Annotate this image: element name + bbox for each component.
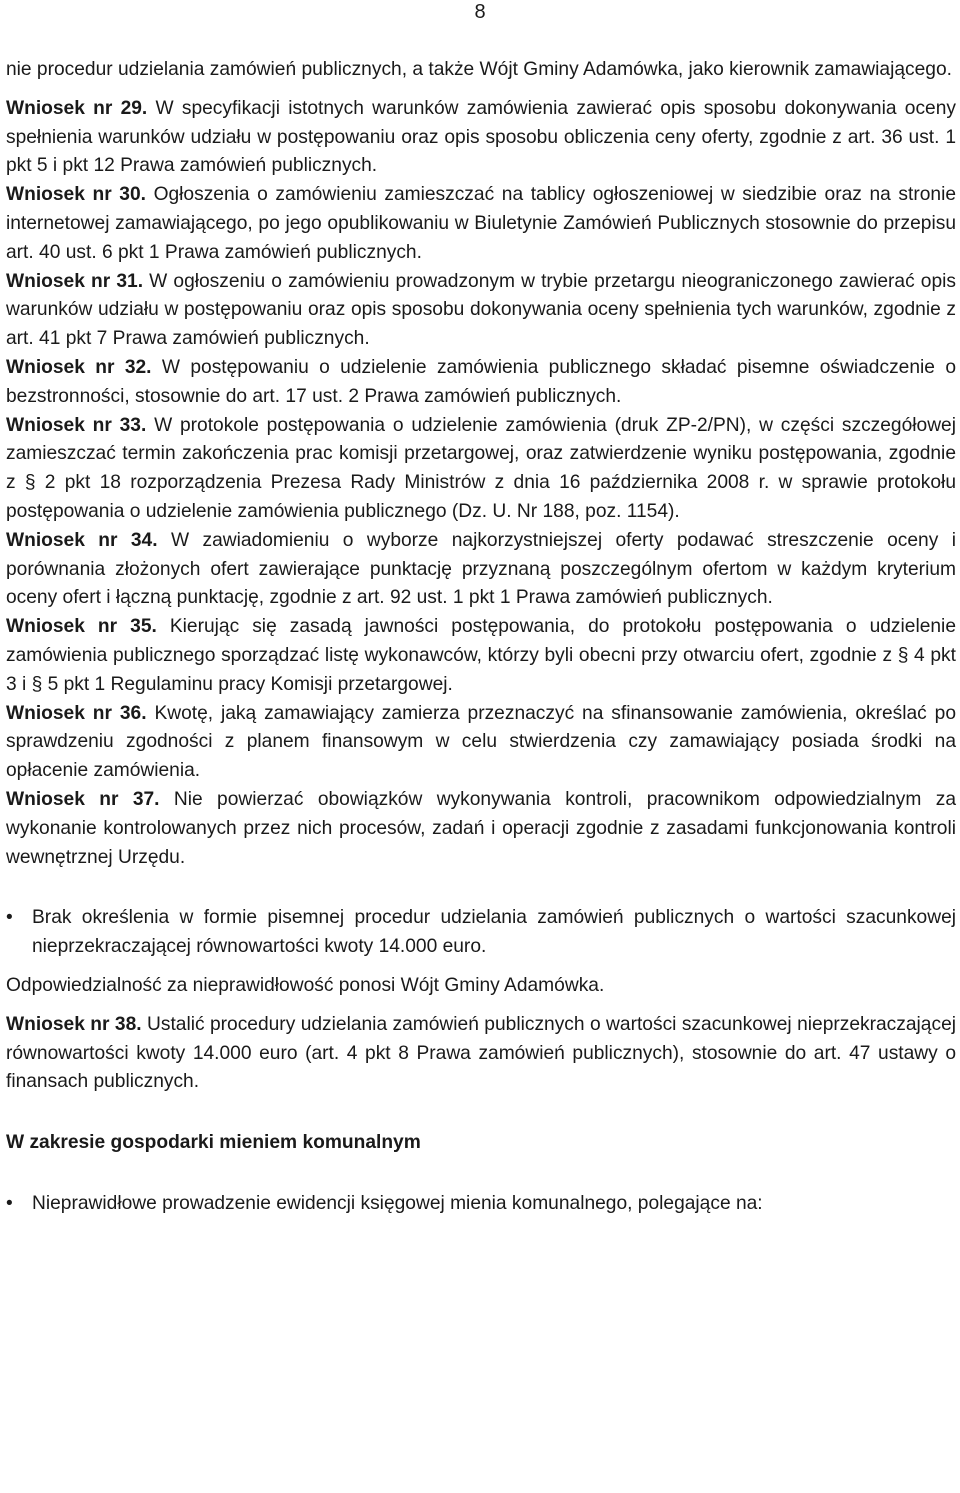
wniosek-36 (6, 700, 956, 786)
wniosek-label: Wniosek nr 32. (6, 356, 152, 378)
wniosek-text: Kwotę, jaką zamawiający zamierza przeznaczyć na sfinansowanie zamówienia, określać po sprawdzeniu zgodności z planem finansowym w celu stwierdzenia czy zamawiający posiada środki na opłacenie zamówienia. (6, 702, 956, 782)
bullet-icon: • (6, 907, 13, 929)
wniosek-label: Wniosek nr 34. (6, 529, 158, 551)
wniosek-text: Kierując się zasadą jawności postępowania, do protokołu postępowania o udzielenie zamówienia publicznego sporządzać listę wykonawców, którzy byli obecni przy otwarciu ofert, zgodnie z § 4 pkt 3 i § 5 pkt 1 Regulaminu pracy Komisji przetargowej. (6, 616, 956, 695)
section-heading-text: W zakresie gospodarki mieniem komunalnym (6, 1132, 421, 1154)
wniosek-29 (6, 95, 956, 181)
wniosek-38 (6, 1011, 956, 1097)
wniosek-text: Nie powierzać obowiązków wykonywania kontroli, pracownikom odpowiedzialnym za wykonanie kontrolowanych przez nich procesów, zadań i operacji zgodnie z zasadami funkcjonowania kontroli wewnętrznej Urzędu. (6, 788, 957, 868)
wniosek-label: Wniosek nr 38. (6, 1013, 142, 1035)
wniosek-text: W protokole postępowania o udzielenie zamówienia (druk ZP-2/PN), w części szczegółowej zamieszczać termin zakończenia prac komisji przetargowej, oraz zatwierdzenie wyniku postępowania, zgodnie z § 2 pkt 18 rozporządzenia Prezesa Rady Ministrów z dnia 16 października 2008 r. w sprawie protokołu postępowania o udzielenie zamówienia publicznego (Dz. U. Nr 188, poz. 1154). (6, 414, 956, 522)
wniosek-text: W ogłoszeniu o zamówieniu prowadzonym w trybie przetargu nieograniczonego zawierać opis warunków udziału w postępowaniu oraz opis sposobu dokonywania oceny spełnienia tych warunków, zgodnie z art. 41 pkt 7 Prawa zamówień publicznych. (6, 270, 957, 350)
wniosek-label: Wniosek nr 36. (6, 702, 147, 724)
responsibility-text: Odpowiedzialność za nieprawidłowość ponosi Wójt Gminy Adamówka. (6, 974, 605, 996)
wniosek-text: W zawiadomieniu o wyborze najkorzystniejszej oferty podawać streszczenie oceny i porównania złożonych ofert zawierające punktację przyznaną poszczególnym ofertom w każdym kryterium oceny ofert i łączną punktację, zgodnie z art. 92 ust. 1 pkt 1 Prawa zamówień publicznych. (6, 529, 956, 609)
wniosek-label: Wniosek nr 37. (6, 788, 160, 810)
wniosek-30 (6, 181, 956, 267)
wniosek-text: Ustalić procedury udzielania zamówień publicznych o wartości szacunkowej nieprzekraczającej równowartości kwoty 14.000 euro (art. 4 pkt 8 Prawa zamówień publicznych), stosownie do art. 47 ustawy o finansach publicznych. (6, 1013, 956, 1093)
wniosek-text: W specyfikacji istotnych warunków zamówienia zawierać opis sposobu dokonywania oceny spełnienia warunków udziału w postępowaniu oraz opis sposobu obliczenia ceny oferty, zgodnie z art. 36 ust. 1 pkt 5 i pkt 12 Prawa zamówień publicznych. (6, 97, 956, 177)
bullet-item-ewidencja (6, 1190, 956, 1219)
bullet-icon: • (6, 1192, 13, 1214)
wniosek-34 (6, 527, 956, 613)
wniosek-text: W postępowaniu o udzielenie zamówienia publicznego składać pisemne oświadczenie o bezstronności, stosownie do art. 17 ust. 2 Prawa zamówień publicznych. (6, 356, 956, 407)
wniosek-label: Wniosek nr 33. (6, 414, 147, 436)
responsibility-statement (6, 972, 956, 1001)
paragraph-text: nie procedur udzielania zamówień publicznych, a także Wójt Gminy Adamówka, jako kierownik zamawiającego. (6, 59, 952, 80)
bullet-text: Brak określenia w formie pisemnej procedur udzielania zamówień publicznych o wartości szacunkowej nieprzekraczającej równowartości kwoty 14.000 euro. (32, 907, 956, 958)
wniosek-label: Wniosek nr 30. (6, 184, 146, 206)
paragraph-continuation (6, 56, 956, 85)
wniosek-35 (6, 613, 956, 699)
wniosek-text: Ogłoszenia o zamówieniu zamieszczać na tablicy ogłoszeniowej w siedzibie oraz na stronie internetowej zamawiającego, po jego opublikowaniu w Biuletynie Zamówień Publicznych stosownie do przepisu art. 40 ust. 6 pkt 1 Prawa zamówień publicznych. (6, 184, 957, 263)
section-heading (6, 1129, 956, 1158)
wniosek-32 (6, 354, 956, 412)
wniosek-37 (6, 786, 956, 872)
wniosek-31 (6, 268, 956, 354)
wniosek-label: Wniosek nr 35. (6, 616, 157, 638)
bullet-item-procedures (6, 904, 956, 962)
wniosek-label: Wniosek nr 29. (6, 97, 148, 119)
wniosek-33 (6, 412, 956, 527)
document-body (6, 56, 956, 1219)
bullet-text: Nieprawidłowe prowadzenie ewidencji księgowej mienia komunalnego, polegające na: (32, 1192, 763, 1214)
page-number: 8 (474, 1, 486, 23)
wniosek-label: Wniosek nr 31. (6, 270, 144, 292)
